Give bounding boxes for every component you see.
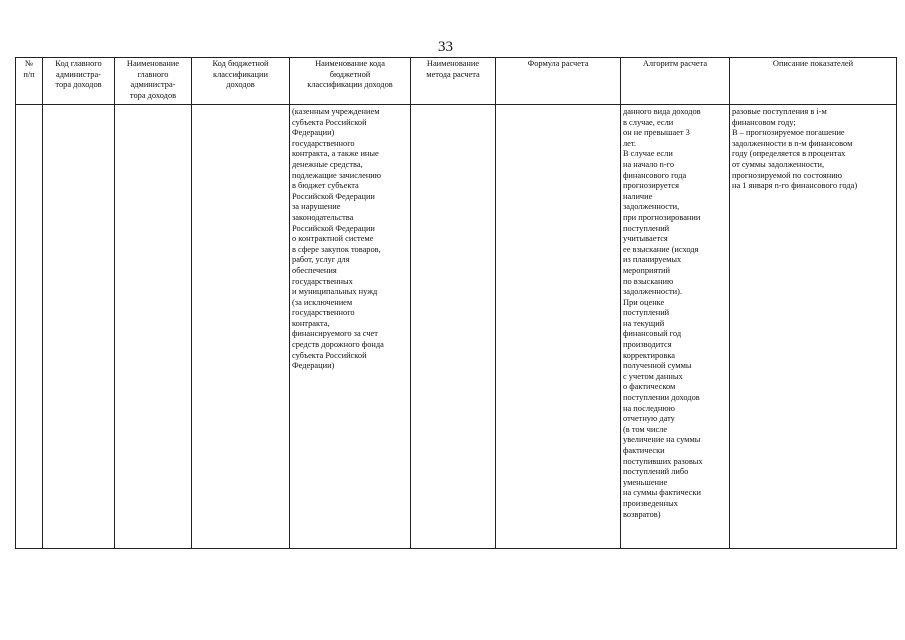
cell-text-line: лет.	[623, 138, 637, 148]
cell-text-line: В случае если	[623, 149, 673, 159]
cell-text-line: (в том числе	[623, 424, 668, 434]
table-row	[16, 105, 897, 549]
header-text-line: Код главного	[55, 59, 102, 68]
cell-text-line: по взысканию	[623, 276, 674, 286]
cell-text-line: наличие	[623, 191, 653, 201]
cell-text-line: В – прогнозируемое погашение	[732, 128, 845, 138]
cell-text-line: Российской Федерации	[292, 223, 375, 233]
cell-text-line: задолженности,	[623, 202, 680, 212]
header-text-line: №	[25, 59, 33, 68]
cell-text-line: на последнюю	[623, 403, 675, 413]
cell-text-line: контракта,	[292, 318, 330, 328]
column-header	[730, 58, 897, 105]
cell-text-line: государственных	[292, 276, 353, 286]
cell-text-line: о фактическом	[623, 382, 676, 392]
cell-text-line: субъекта Российской	[292, 117, 367, 127]
header-text-line: метода расчета	[426, 69, 480, 79]
cell-text-line: разовые поступления в i-м	[732, 107, 827, 116]
column-header	[16, 58, 43, 105]
header-text-line: главного	[137, 69, 169, 79]
cell-text-line: поступивших разовых	[623, 456, 703, 466]
cell-text-line: обеспечения	[292, 265, 337, 275]
cell-text-line: на 1 января n-го финансового года)	[732, 181, 858, 191]
table-cell	[115, 105, 192, 549]
header-text-line: Формула расчета	[527, 59, 589, 68]
cell-text-line: на начало n-го	[623, 159, 675, 169]
cell-text-line: государственного	[292, 308, 355, 318]
table-cell	[411, 105, 496, 549]
cell-text-line: корректировка	[623, 350, 676, 360]
header-text-line: доходов	[226, 80, 255, 90]
cell-text-line: отчетную дату	[623, 414, 675, 424]
header-text-line: Код бюджетной	[212, 59, 269, 68]
document-table	[15, 57, 897, 549]
cell-text-line: он не превышает 3	[623, 128, 690, 138]
header-text-line: классификации доходов	[307, 80, 393, 90]
cell-text-line: субъекта Российской	[292, 350, 367, 360]
cell-text-line: возвратов)	[623, 509, 661, 519]
header-text-line: Алгоритм расчета	[642, 59, 708, 68]
cell-text-line: Российской Федерации	[292, 191, 375, 201]
table-cell	[290, 105, 411, 549]
cell-text-line: производится	[623, 340, 672, 350]
header-text-line: администра-	[56, 69, 101, 79]
cell-text-line: задолженности).	[623, 287, 683, 297]
header-text-line: Наименование	[126, 59, 180, 68]
cell-text-line: финансовый год	[623, 329, 682, 339]
column-header	[43, 58, 115, 105]
cell-text-line: о контрактной системе	[292, 234, 374, 244]
cell-text-line: в случае, если	[623, 117, 674, 127]
cell-text-line: из планируемых	[623, 255, 682, 265]
column-header	[290, 58, 411, 105]
cell-text-line: за нарушение	[292, 202, 341, 212]
cell-text-line: уменьшение	[623, 477, 668, 487]
page-number: 33	[438, 39, 453, 55]
cell-text-line: полученной суммы	[623, 361, 692, 371]
header-text-line: тора доходов	[129, 90, 177, 100]
cell-text-line: поступлений либо	[623, 467, 689, 477]
cell-text-line: и муниципальных нужд	[292, 287, 378, 297]
table-cell	[730, 105, 897, 549]
cell-text-line: финансовом году;	[732, 117, 796, 127]
cell-text-line: поступлений	[623, 308, 670, 318]
cell-text-line: поступлении доходов	[623, 393, 700, 403]
cell-text-line: году (определяется в процентах	[732, 149, 846, 159]
cell-text-line: задолженности в n-м финансовом	[732, 138, 853, 148]
cell-text-line: на суммы фактически	[623, 488, 701, 498]
column-header	[621, 58, 730, 105]
column-header	[115, 58, 192, 105]
cell-text-line: (казенным учреждением	[292, 107, 380, 116]
cell-text-line: финансируемого за счет	[292, 329, 378, 339]
column-header	[192, 58, 290, 105]
cell-text-line: прогнозируется	[623, 181, 679, 191]
cell-text-line: Федерации)	[292, 361, 335, 371]
cell-text-line: в бюджет субъекта	[292, 181, 359, 191]
header-text-line: тора доходов	[55, 80, 102, 90]
cell-text-line: ее взыскание (исходя	[623, 244, 699, 254]
table-cell	[496, 105, 621, 549]
cell-text-line: от суммы задолженности,	[732, 159, 825, 169]
header-text-line: администра-	[130, 80, 176, 90]
header-text-line: бюджетной	[329, 69, 371, 79]
cell-text-line: поступлений	[623, 223, 670, 233]
table-cell	[43, 105, 115, 549]
cell-text-line: контракта, а также иные	[292, 149, 379, 159]
cell-text-line: государственного	[292, 138, 355, 148]
cell-text-line: подлежащие зачислению	[292, 170, 382, 180]
cell-text-line: (за исключением	[292, 297, 353, 307]
cell-text-line: фактически	[623, 446, 665, 455]
cell-text-line: на текущий	[623, 318, 665, 328]
header-text-line: Наименование	[426, 59, 480, 68]
header-text-line: Описание показателей	[772, 59, 854, 68]
cell-text-line: При оценке	[623, 297, 665, 307]
cell-text-line: Федерации)	[292, 128, 335, 138]
table-cell	[621, 105, 730, 549]
header-text-line: п/п	[23, 69, 35, 79]
header-text-line: Наименование кода	[315, 59, 385, 68]
column-header	[496, 58, 621, 105]
cell-text-line: прогнозируемой по состоянию	[732, 170, 842, 180]
cell-text-line: данного вида доходов	[623, 107, 701, 116]
table-cell	[192, 105, 290, 549]
cell-text-line: мероприятий	[623, 265, 671, 275]
cell-text-line: учитывается	[623, 234, 668, 244]
cell-text-line: финансового года	[623, 170, 687, 180]
header-text-line: классификации	[213, 69, 268, 79]
cell-text-line: увеличение на суммы	[623, 435, 701, 445]
table-cell	[16, 105, 43, 549]
cell-text-line: законодательства	[292, 212, 354, 222]
cell-text-line: в сфере закупок товаров,	[292, 244, 381, 254]
table-header-row	[16, 58, 897, 105]
cell-text-line: произведенных	[623, 498, 678, 508]
column-header	[411, 58, 496, 105]
cell-text-line: средств дорожного фонда	[292, 340, 384, 350]
cell-text-line: с учетом данных	[623, 371, 683, 381]
cell-text-line: при прогнозировании	[623, 212, 701, 222]
cell-text-line: работ, услуг для	[292, 255, 350, 265]
cell-text-line: денежные средства,	[292, 159, 363, 169]
